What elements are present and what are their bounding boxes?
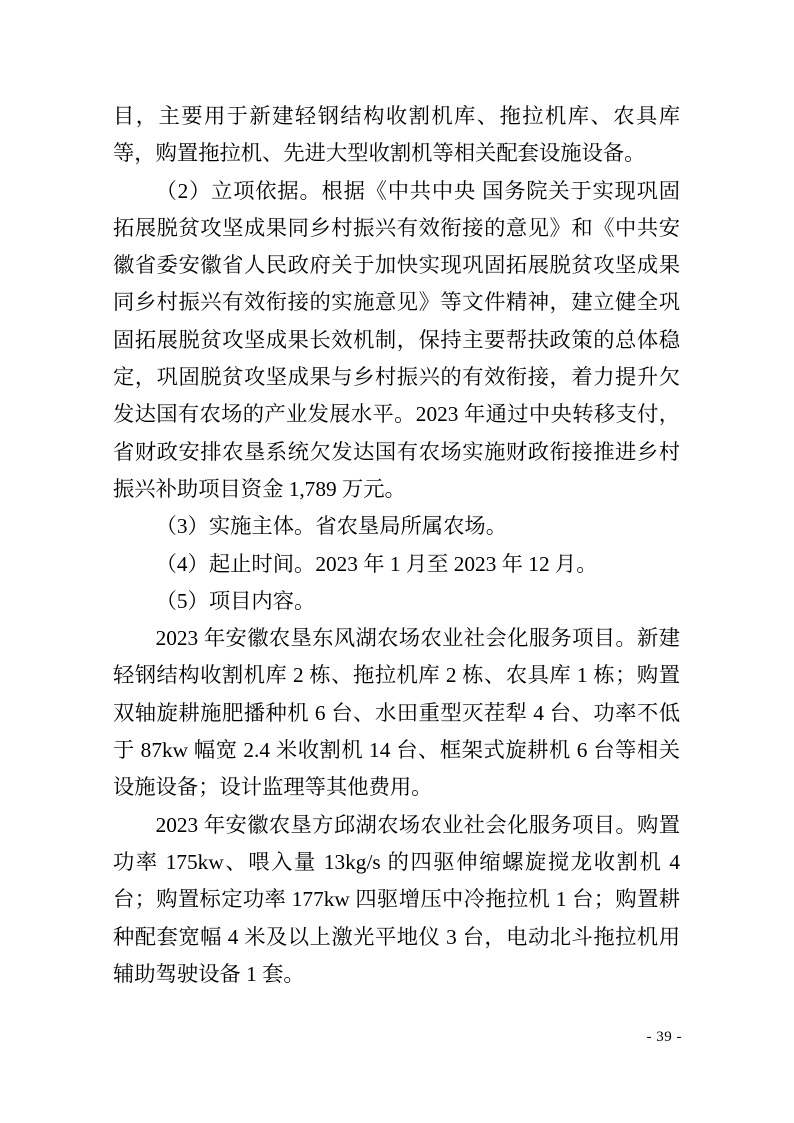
page-footer <box>647 1027 683 1047</box>
paragraph-project-dongfenghu: 2023 年安徽农垦东风湖农场农业社会化服务项目。新建轻钢结构收割机库 2 栋、拖拉机库 2 栋、农具库 1 栋；购置双轴旋耕施肥播种机 6 台、水田重型灭茬犁 4 台、功率不低于 87kw 幅宽 2.4 米收割机 14 台、框架式旋耕机 6 台等相关设施设备；设计监理等其他费用。 <box>113 626 680 800</box>
paragraph-item-5-content: （5）项目内容。 <box>155 588 316 613</box>
paragraph-continuation: 目，主要用于新建轻钢结构收割机库、拖拉机库、农具库等，购置拖拉机、先进大型收割机等相关配套设施设备。 <box>113 104 680 166</box>
paragraph-item-3-entity: （3）实施主体。省农垦局所属农场。 <box>155 514 507 539</box>
document-body <box>113 98 680 993</box>
paragraph-project-fangqiuhu: 2023 年安徽农垦方邱湖农场农业社会化服务项目。购置功率 175kw、喂入量 13kg/s 的四驱伸缩螺旋搅龙收割机 4 台；购置标定功率 177kw 四驱增压中冷拖拉机 1 台；购置耕种配套宽幅 4 米及以上激光平地仪 3 台，电动北斗拖拉机用辅助驾驶设备 1 套。 <box>113 812 680 986</box>
paragraph-item-4-timeframe: （4）起止时间。2023 年 1 月至 2023 年 12 月。 <box>155 551 598 576</box>
paragraph-item-2-basis: （2）立项依据。根据《中共中央 国务院关于实现巩固拓展脱贫攻坚成果同乡村振兴有效衔接的意见》和《中共安徽省委安徽省人民政府关于加快实现巩固拓展脱贫攻坚成果同乡村振兴有效衔接的实施意见》等文件精神，建立健全巩固拓展脱贫攻坚成果长效机制，保持主要帮扶政策的总体稳定，巩固脱贫攻坚成果与乡村振兴的有效衔接，着力提升欠发达国有农场的产业发展水平。2023 年通过中央转移支付，省财政安排农垦系统欠发达国有农场实施财政衔接推进乡村振兴补助项目资金 1,789 万元。 <box>113 178 680 501</box>
page-number: - 39 - <box>646 1029 682 1045</box>
